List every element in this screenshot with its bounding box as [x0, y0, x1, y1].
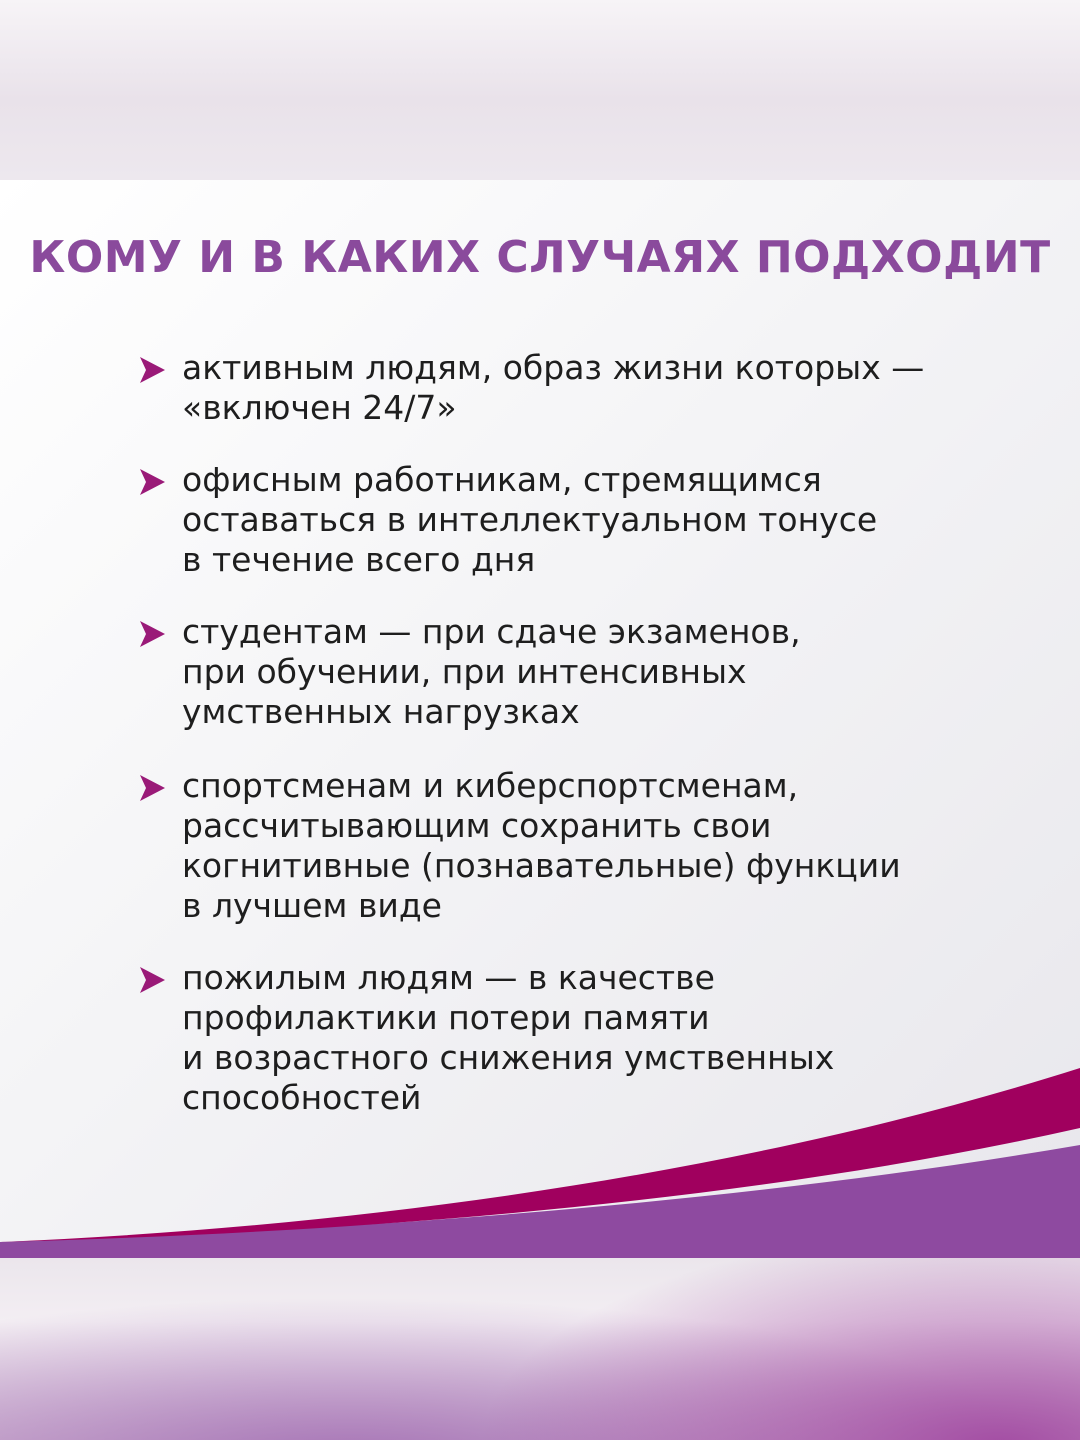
bottom-blurred-band: [0, 1258, 1080, 1440]
triangle-arrow-icon: [137, 467, 167, 497]
triangle-arrow-icon: [137, 965, 167, 995]
triangle-arrow-icon: [137, 619, 167, 649]
content-card: [0, 180, 1080, 1258]
top-blurred-band: [0, 0, 1080, 180]
triangle-arrow-icon: [137, 355, 167, 385]
list-item-text: офисным работникам, стремящимся оставаться в интеллектуальном тонусе в течение всего дня: [182, 460, 878, 579]
page-title: КОМУ И В КАКИХ СЛУЧАЯХ ПОДХОДИТ: [29, 232, 1051, 283]
list-item-text: пожилым людям — в качестве профилактики потери памяти и возрастного снижения умственных способностей: [182, 958, 835, 1117]
list-item-text: активным людям, образ жизни которых — «включен 24/7»: [182, 348, 925, 427]
list-item-text: спортсменам и киберспортсменам, рассчитывающим сохранить свои когнитивные (познавательные) функции в лучшем виде: [182, 766, 901, 925]
list-item-text: студентам — при сдаче экзаменов, при обучении, при интенсивных умственных нагрузках: [182, 612, 801, 731]
triangle-arrow-icon: [137, 773, 167, 803]
